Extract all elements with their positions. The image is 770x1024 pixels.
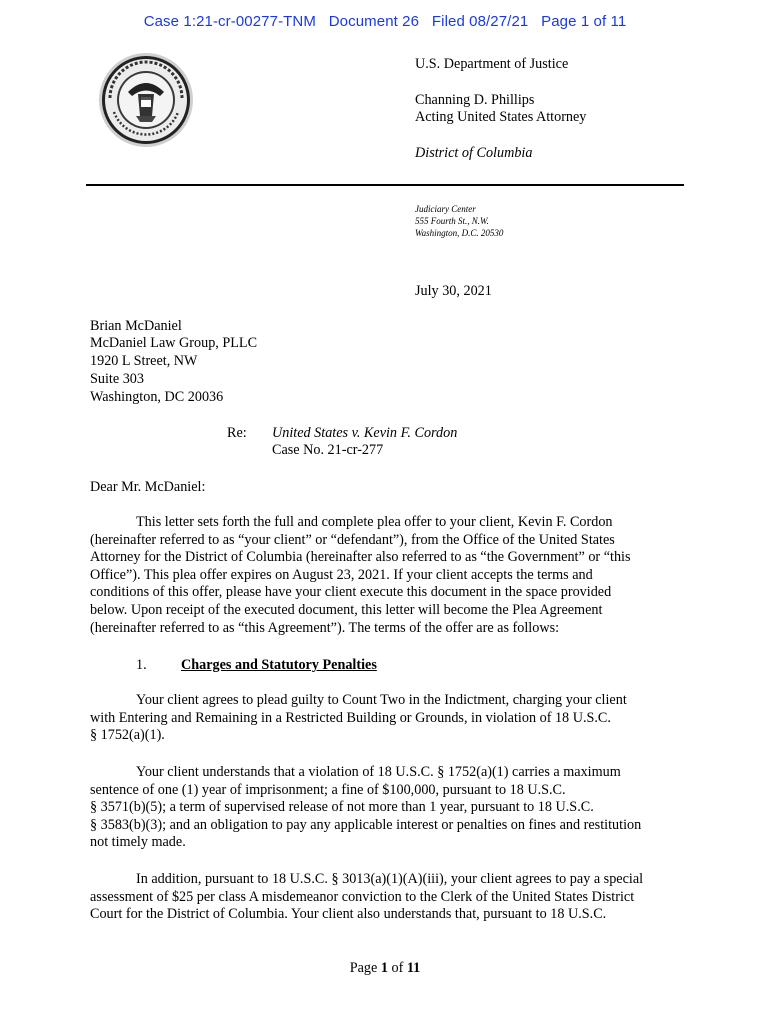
letterhead-divider [86, 184, 684, 186]
paragraph-line: with Entering and Remaining in a Restricted Building or Grounds, in violation of 18 U.S.C. [90, 709, 611, 726]
paragraph-line: § 3571(b)(5); a term of supervised release of not more than 1 year, pursuant to 18 U.S.C. [90, 799, 594, 816]
letterhead-name: Channing D. Phillips [415, 92, 535, 108]
penalties-paragraph [90, 764, 690, 852]
charges-paragraph [90, 692, 690, 745]
paragraph-line: sentence of one (1) year of imprisonment; a fine of $100,000, pursuant to 18 U.S.C. [90, 781, 566, 798]
paragraph-line: In addition, pursuant to 18 U.S.C. § 3013(a)(1)(A)(iii), your client agrees to pay a special [136, 871, 644, 887]
paragraph-line: conditions of this offer, please have your client execute this document in the space provided [90, 584, 612, 601]
paragraph-line: Court for the District of Columbia. Your client also understands that, pursuant to 18 U.S.C. [90, 906, 607, 923]
paragraph-line: (hereinafter referred to as “your client” or “defendant”), from the Office of the United States [90, 531, 615, 548]
letterhead-district: District of Columbia [415, 145, 533, 161]
salutation: Dear Mr. McDaniel: [90, 479, 206, 495]
paragraph-line: below. Upon receipt of the executed document, this letter will become the Plea Agreement [90, 601, 603, 618]
letter-date: July 30, 2021 [415, 283, 492, 299]
letterhead-title: Acting United States Attorney [415, 109, 587, 125]
address-line: Judiciary Center [415, 204, 476, 214]
paragraph-line: Attorney for the District of Columbia (hereinafter also referred to as “the Government” or “this [90, 549, 631, 566]
intro-paragraph [90, 514, 690, 637]
footer-prefix: Page [349, 960, 381, 976]
footer-middle: of [387, 960, 407, 976]
re-case-number: Case No. 21-cr-277 [272, 442, 384, 458]
paragraph-line: not timely made. [90, 834, 186, 851]
recipient-line: Brian McDaniel [90, 318, 182, 334]
page-footer [0, 960, 770, 977]
recipient-line: Suite 303 [90, 371, 144, 387]
recipient-line: Washington, DC 20036 [90, 389, 224, 405]
paragraph-line: assessment of $25 per class A misdemeanor conviction to the Clerk of the United States District [90, 888, 635, 905]
paragraph-line: Office”). This plea offer expires on August 23, 2021. If your client accepts the terms and [90, 566, 593, 583]
paragraph-line: § 3583(b)(3); and an obligation to pay any applicable interest or penalties on fines and restitution [90, 816, 642, 833]
paragraph-line: Your client understands that a violation of 18 U.S.C. § 1752(a)(1) carries a maximum [136, 764, 621, 780]
section-heading: Charges and Statutory Penalties [181, 657, 377, 673]
paragraph-line: § 1752(a)(1). [90, 727, 165, 744]
doj-seal-logo [98, 52, 194, 148]
paragraph-line: (hereinafter referred to as “this Agreement”). The terms of the offer are as follows: [90, 619, 560, 636]
re-case-title: United States v. Kevin F. Cordon [272, 425, 458, 441]
footer-page-total: 11 [406, 960, 421, 976]
address-line: Washington, D.C. 20530 [415, 228, 504, 238]
re-label: Re: [227, 425, 247, 441]
paragraph-line: Your client agrees to plead guilty to Count Two in the Indictment, charging your client [136, 692, 627, 708]
case-header-stamp: Case 1:21-cr-00277-TNM Document 26 Filed 08/27/21 Page 1 of 11 [143, 13, 627, 30]
assessment-paragraph [90, 871, 690, 924]
recipient-line: 1920 L Street, NW [90, 353, 198, 369]
section-number: 1. [136, 657, 147, 673]
footer-page-number: 1 [380, 960, 388, 976]
recipient-line: McDaniel Law Group, PLLC [90, 335, 258, 351]
address-line: 555 Fourth St., N.W. [415, 216, 489, 226]
letterhead-agency: U.S. Department of Justice [415, 56, 569, 72]
paragraph-line: This letter sets forth the full and complete plea offer to your client, Kevin F. Cordon [136, 514, 613, 530]
